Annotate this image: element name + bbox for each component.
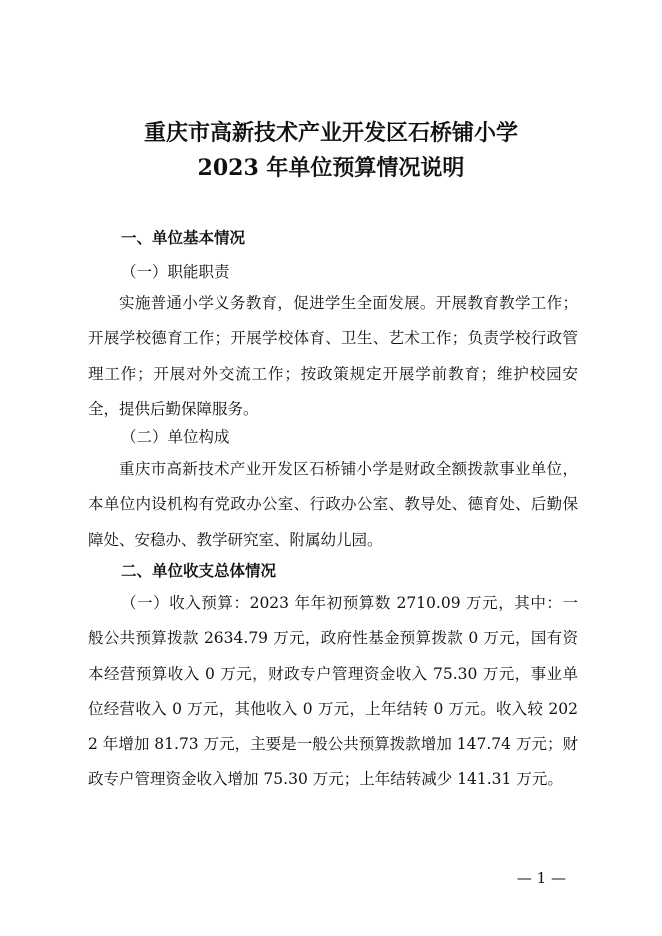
section1-sub2-heading: （二）单位构成	[121, 428, 230, 446]
section1-sub1-paragraph: 实施普通小学义务教育，促进学生全面发展。开展教育教学工作；开展学校德育工作；开展学校体育、卫生、艺术工作；负责学校行政管理工作；开展对外交流工作；按政策规定开展学前教育；维护校园安全，提供后勤保障服务。	[88, 294, 578, 418]
document-title-line2: 2023 年单位预算情况说明	[197, 155, 465, 181]
section1-sub2-paragraph: 重庆市高新技术产业开发区石桥铺小学是财政全额拨款事业单位，本单位内设机构有党政办公室、行政办公室、教导处、德育处、后勤保障处、安稳办、教学研究室、附属幼儿园。	[88, 460, 578, 549]
section1-heading: 一、单位基本情况	[121, 228, 246, 247]
section1-sub1-heading: （一）职能职责	[121, 263, 230, 281]
document-title-line1: 重庆市高新技术产业开发区石桥铺小学	[143, 120, 518, 146]
section2-sub1-paragraph: （一）收入预算：2023 年年初预算数 2710.09 万元，其中：一般公共预算拨款 2634.79 万元，政府性基金预算拨款 0 万元，国有资本经营预算收入 0 万元，财政专户管理资金收入 75.30 万元，事业单位经营收入 0 万元，其他收入 0 万元，上年结转 0 万元。收入较 2022 年增加 81.73 万元，主要是一般公共预算拨款增加 147.74 万元；财政专户管理资金收入增加 75.30 万元；上年结转减少 141.31 万元。	[88, 594, 578, 789]
page-number: — 1 —	[516, 869, 566, 887]
section2-heading: 二、单位收支总体情况	[121, 561, 277, 580]
